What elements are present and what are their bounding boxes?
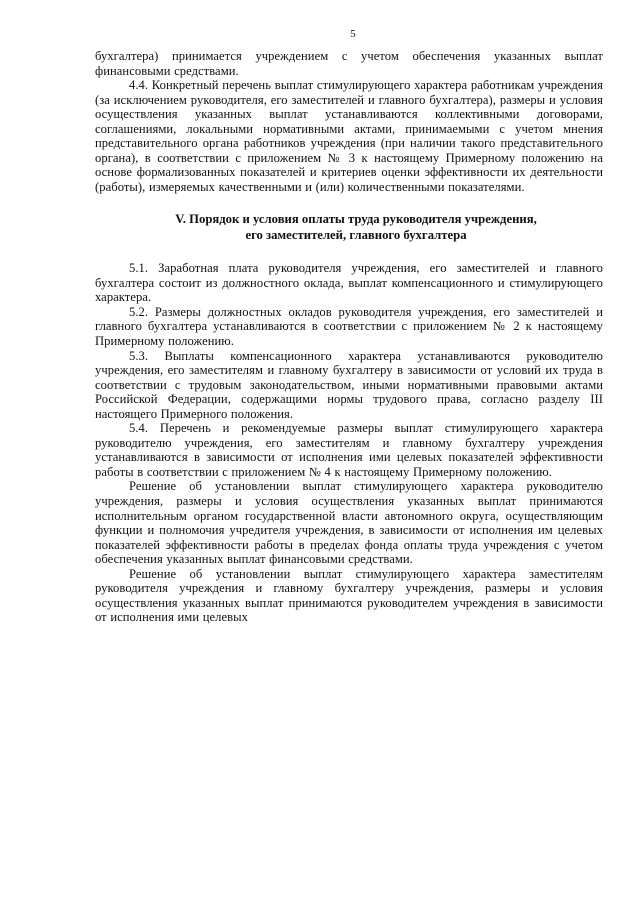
section-spacer [95, 243, 603, 261]
section-title-line-1: V. Порядок и условия оплаты труда руководителя учреждения, [175, 212, 537, 227]
paragraph-continuation: бухгалтера) принимается учреждением с учетом обеспечения указанных выплат финансовыми средствами. [95, 49, 603, 78]
paragraph-5-1: 5.1. Заработная плата руководителя учреждения, его заместителей и главного бухгалтера состоит из должностного оклада, выплат компенсационного и стимулирующего характера. [95, 261, 603, 305]
paragraph-5-3: 5.3. Выплаты компенсационного характера устанавливаются руководителю учреждения, его заместителям и главному бухгалтеру в зависимости от условий их труда в соответствии с трудовым законодательством, иными нормативными правовыми актами Российской Федерации, содержащими нормы трудового права, согласно разделу III настоящего Примерного положения. [95, 348, 603, 421]
document-page [95, 28, 603, 625]
paragraph-5-4: 5.4. Перечень и рекомендуемые размеры выплат стимулирующего характера руководителю учреждения, его заместителям и главному бухгалтеру учреждения устанавливаются в зависимости от исполнения ими целевых показателей эффективности работы в соответствии с приложением № 4 к настоящему Примерному положению. [95, 421, 603, 479]
page-number: 5 [350, 28, 356, 40]
paragraph-decision-head: Решение об установлении выплат стимулирующего характера руководителю учреждения, размеры и условия осуществления указанных выплат принимаются исполнительным органом государственной власти автономного округа, осуществляющим функции и полномочия учредителя учреждения, в зависимости от исполнения им целевых показателей эффективности работы в пределах фонда оплаты труда учреждения с учетом обеспечения указанных выплат финансовыми средствами. [95, 479, 603, 567]
paragraph-4-4: 4.4. Конкретный перечень выплат стимулирующего характера работникам учреждения (за исключением руководителя, его заместителей и главного бухгалтера), размеры и условия осуществления указанных выплат устанавливаются коллективными договорами, соглашениями, локальными нормативными актами, принимаемыми с учетом мнения представительного органа работников учреждения (при наличии такого представительного органа), в соответствии с приложением № 3 к настоящему Примерному положению на основе формализованных показателей и критериев оценки эффективности их деятельности (работы), измеряемых качественными и (или) количественными показателями. [95, 78, 603, 194]
paragraph-decision-deputies: Решение об установлении выплат стимулирующего характера заместителям руководителя учреждения и главному бухгалтеру учреждения, размеры и условия осуществления указанных выплат принимаются руководителем учреждения в зависимости от исполнения ими целевых [95, 566, 603, 625]
section-spacer [95, 194, 603, 212]
section-title-line-2: его заместителей, главного бухгалтера [245, 227, 467, 242]
section-heading [95, 212, 603, 243]
paragraph-5-2: 5.2. Размеры должностных окладов руководителя учреждения, его заместителей и главного бухгалтера устанавливаются в соответствии с приложением № 2 к настоящему Примерному положению. [95, 304, 603, 349]
